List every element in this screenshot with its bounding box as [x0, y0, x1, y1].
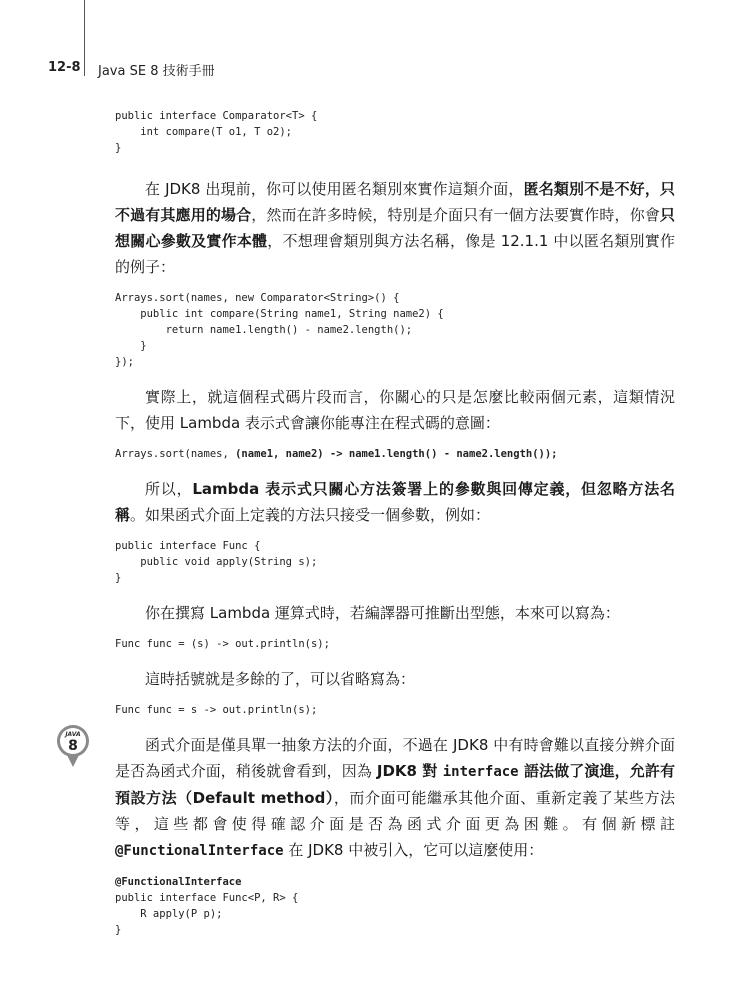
paragraph-anonymous-class: 在 JDK8 出現前，你可以使用匿名類別來實作這類介面，匿名類別不是不好，只不過有其應用的場合，然而在許多時候，特別是介面只有一個方法要實作時，你會只想關心參數及實作本體，不想理會類別與方法名稱，像是 12.1.1 中以匿名類別實作的例子： — [115, 180, 675, 276]
book-title: Java SE 8 技術手冊 — [98, 64, 215, 79]
paragraph-lambda-intent: 實際上，就這個程式碼片段而言，你關心的只是怎麼比較兩個元素，這類情況下，使用 Lambda 表示式會讓你能專注在程式碼的意圖： — [115, 388, 675, 432]
code-block-comparator: public interface Comparator<T> { int compare(T o1, T o2); } — [115, 110, 318, 154]
code-block-sort-lambda: Arrays.sort(names, (name1, name2) -> name1.length() - name2.length()); — [115, 448, 558, 460]
code-block-func: public interface Func { public void apply(String s); } — [115, 540, 318, 584]
paragraph-lambda-signature: 所以，Lambda 表示式只關心方法簽署上的參數與回傳定義，但忽略方法名稱。如果函式介面上定義的方法只接受一個參數，例如： — [115, 480, 675, 524]
code-line-func-no-parens: Func func = s -> out.println(s); — [115, 704, 318, 716]
paragraph-type-inference: 你在撰寫 Lambda 運算式時，若編譯器可推斷出型態，本來可以寫為： — [145, 604, 620, 622]
badge-label: JAVA — [65, 731, 81, 738]
page-content — [115, 108, 675, 938]
page-header — [48, 60, 215, 79]
code-block-sort-anonymous: Arrays.sort(names, new Comparator<String>() { public int compare(String name1, String name2) { return name1.length() - name2.length(); } }); — [115, 292, 444, 368]
code-block-functional-interface: @FunctionalInterface public interface Func<P, R> { R apply(P p); } — [115, 876, 299, 936]
paragraph-functional-interface: 函式介面是僅具單一抽象方法的介面，不過在 JDK8 中有時會難以直接分辨介面是否為函式介面，稍後就會看到，因為 JDK8 對 interface 語法做了演進，允許有預設方法（Default method），而介面可能繼承其他介面、重新定義了某些方法等，這些都會使得確認介面是否為函式介面更為困難。有個新標註 @FunctionalInterface 在 JDK8 中被引入，它可以這麼使用： — [115, 736, 675, 859]
page-number: 12-8 — [48, 60, 81, 75]
header-divider — [84, 0, 85, 76]
code-line-func-parens: Func func = (s) -> out.println(s); — [115, 638, 330, 650]
java8-icon — [56, 722, 90, 768]
paragraph-omit-parens: 這時括號就是多餘的了，可以省略寫為： — [145, 670, 416, 688]
badge-version: 8 — [68, 738, 78, 754]
